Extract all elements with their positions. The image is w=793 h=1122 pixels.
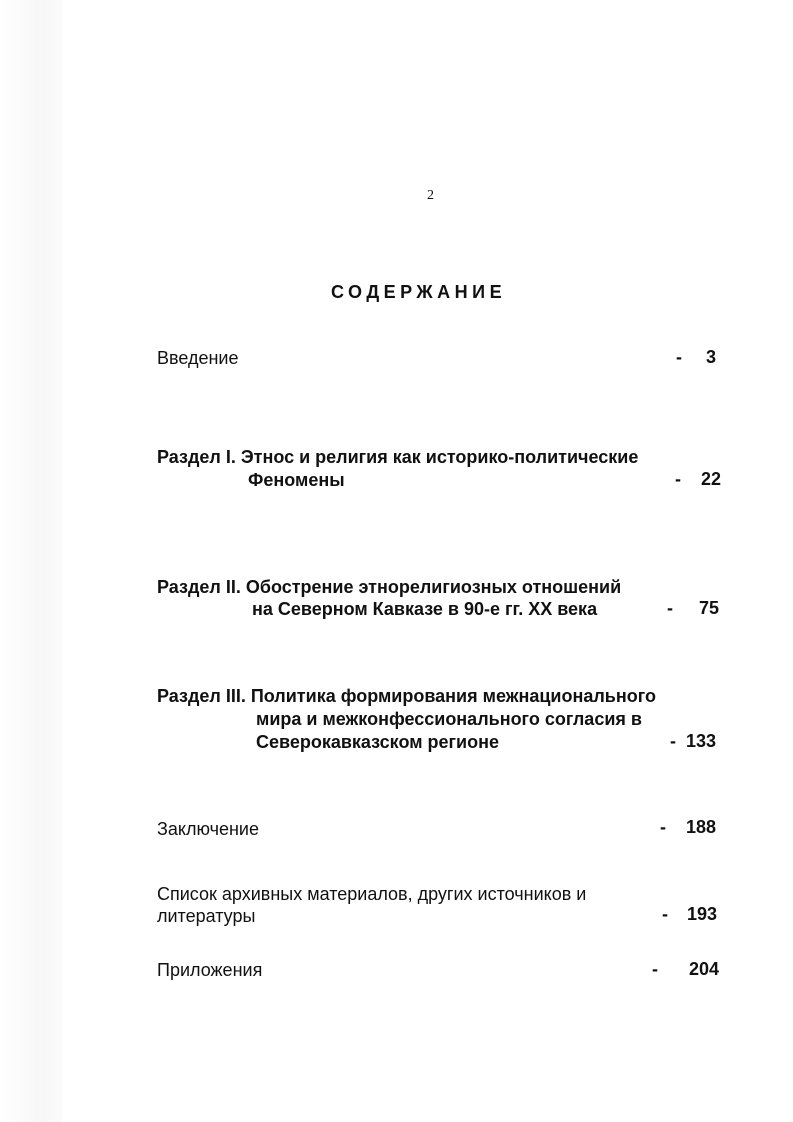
toc-entry-section-3-line-3: Северокавказском регионе: [256, 732, 499, 752]
toc-entry-section-3-line-1: Раздел III. Политика формирования межнационального: [157, 686, 656, 706]
toc-entry-appendices-page: 204: [689, 959, 720, 979]
toc-entry-section-2-dash: -: [667, 598, 673, 618]
toc-entry-bibliography-line-1: Список архивных материалов, других источников и: [157, 884, 587, 904]
toc-entry-introduction-dash: -: [676, 347, 682, 367]
toc-entry-bibliography-dash: -: [662, 904, 668, 924]
toc-entry-section-2-line-1: Раздел II. Обострение этнорелигиозных отношений: [157, 577, 622, 597]
toc-entry-appendices-dash: -: [652, 959, 658, 979]
toc-entry-section-3-dash: -: [670, 731, 676, 751]
toc-entry-section-2-page: 75: [699, 598, 720, 618]
toc-entry-conclusion-page: 188: [686, 817, 717, 837]
toc-entry-section-3-line-2: мира и межконфессионального согласия в: [256, 709, 642, 729]
toc-entry-section-1-line-1: Раздел I. Этнос и религия как историко-политические: [157, 447, 639, 467]
toc-entry-introduction-label: Введение: [157, 348, 239, 368]
toc-entry-introduction-page: 3: [706, 347, 717, 367]
toc-entry-appendices-label: Приложения: [157, 960, 263, 980]
toc-entry-section-3-page: 133: [686, 731, 717, 751]
toc-entry-conclusion-label: Заключение: [157, 819, 259, 839]
page-title: СОДЕРЖАНИЕ: [331, 282, 507, 302]
toc-entry-section-1-line-2: Феномены: [248, 470, 345, 490]
toc-entry-section-1-dash: -: [675, 469, 681, 489]
toc-entry-section-1-page: 22: [701, 469, 722, 489]
toc-entry-section-2-line-2: на Северном Кавказе в 90-е гг. XX века: [252, 599, 598, 619]
toc-entry-conclusion-dash: -: [660, 817, 666, 837]
scan-page-edge: [0, 0, 62, 1122]
toc-entry-bibliography-line-2: литературы: [157, 906, 256, 926]
page-number: 2: [427, 188, 434, 203]
toc-entry-bibliography-page: 193: [687, 904, 718, 924]
